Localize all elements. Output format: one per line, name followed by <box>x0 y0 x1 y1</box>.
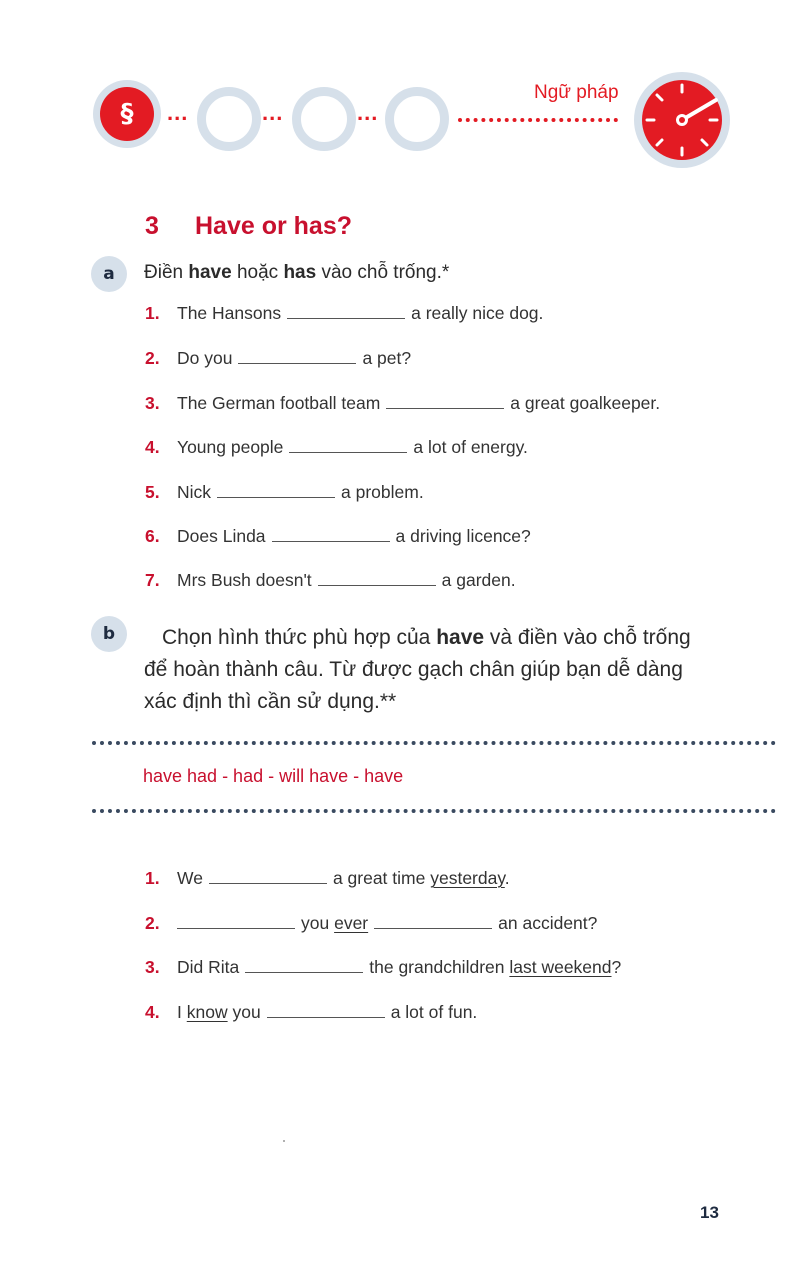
item-text: a great time <box>332 868 426 888</box>
answer-blank[interactable] <box>238 353 356 364</box>
item-text: a great goalkeeper. <box>510 393 661 413</box>
list-item <box>145 437 528 458</box>
list-item <box>145 957 621 978</box>
instruction-bold-have: have <box>436 626 485 649</box>
item-text: The Hansons <box>177 303 282 323</box>
instruction-line: xác định thì cần sử dụng.** <box>144 690 397 713</box>
timer-icon <box>632 70 732 170</box>
answer-blank[interactable] <box>245 962 363 973</box>
exercise-title <box>145 212 352 241</box>
list-item <box>145 482 424 503</box>
item-number: 3. <box>145 393 160 413</box>
item-number: 1. <box>145 303 160 323</box>
print-speck <box>283 1140 285 1142</box>
list-item <box>145 1002 477 1023</box>
dotted-divider <box>92 809 776 813</box>
progress-circle <box>385 87 449 151</box>
item-text: a problem. <box>341 482 424 502</box>
instruction-bold-has: has <box>283 262 317 283</box>
part-b-badge: b <box>91 616 127 652</box>
list-item <box>145 570 516 591</box>
item-text: Nick <box>177 482 212 502</box>
item-text: We <box>177 868 203 888</box>
answer-blank[interactable] <box>386 398 504 409</box>
section-label: Ngữ pháp <box>534 82 619 103</box>
item-text: I <box>177 1002 182 1022</box>
item-text: Does Linda <box>177 526 266 546</box>
item-text: a really nice dog. <box>411 303 544 323</box>
item-text: you <box>232 1002 261 1022</box>
item-number: 2. <box>145 913 160 933</box>
instruction-text: Điền <box>144 262 189 283</box>
word-bank: have had - had - will have - have <box>143 766 404 786</box>
item-number: 1. <box>145 868 160 888</box>
item-text: The German football team <box>177 393 381 413</box>
instruction-text: Chọn hình thức phù hợp của <box>162 626 437 649</box>
underlined-word: know <box>186 1002 228 1022</box>
item-text: a lot of energy. <box>413 437 528 457</box>
list-item <box>145 303 543 324</box>
item-text: an accident? <box>498 913 598 933</box>
item-text: you <box>301 913 330 933</box>
item-text: ? <box>611 957 622 977</box>
answer-blank[interactable] <box>318 575 436 586</box>
instruction-text: và điền vào chỗ trống <box>484 626 691 649</box>
instruction-text: hoặc <box>231 262 284 283</box>
item-number: 6. <box>145 526 160 546</box>
item-number: 7. <box>145 570 160 590</box>
item-text: Young people <box>177 437 284 457</box>
dotted-divider <box>92 741 776 745</box>
list-item <box>145 348 411 369</box>
progress-circle <box>197 87 261 151</box>
item-text: a driving licence? <box>395 526 531 546</box>
answer-blank[interactable] <box>374 918 492 929</box>
answer-blank[interactable] <box>217 487 335 498</box>
page-number: 13 <box>700 1203 719 1222</box>
section-symbol: § <box>120 99 134 129</box>
item-number: 4. <box>145 437 160 457</box>
progress-dots: ... <box>262 100 284 125</box>
item-text: Did Rita <box>177 957 240 977</box>
item-text: a lot of fun. <box>390 1002 478 1022</box>
part-a-instruction <box>144 262 449 284</box>
item-text: the grandchildren <box>369 957 505 977</box>
instruction-text: vào chỗ trống.* <box>316 262 450 283</box>
part-b-instruction <box>144 622 724 718</box>
answer-blank[interactable] <box>287 308 405 319</box>
instruction-bold-have: have <box>188 262 232 283</box>
item-text: Mrs Bush doesn't <box>177 570 312 590</box>
answer-blank[interactable] <box>177 918 295 929</box>
part-a-badge: a <box>91 256 127 292</box>
answer-blank[interactable] <box>289 442 407 453</box>
item-text: a garden. <box>441 570 516 590</box>
section-icon <box>100 87 154 141</box>
underlined-word: ever <box>334 913 369 933</box>
exercise-title-text: Have or has? <box>195 212 353 240</box>
list-item <box>145 868 510 889</box>
instruction-line <box>144 622 724 654</box>
item-text: Do you <box>177 348 233 368</box>
item-text: a pet? <box>362 348 412 368</box>
answer-blank[interactable] <box>267 1007 385 1018</box>
progress-circle <box>292 87 356 151</box>
list-item <box>145 393 660 414</box>
list-item <box>145 526 531 547</box>
item-number: 4. <box>145 1002 160 1022</box>
progress-dotted-line <box>458 118 618 122</box>
exercise-number: 3 <box>145 212 159 240</box>
answer-blank[interactable] <box>209 873 327 884</box>
item-text: . <box>504 868 510 888</box>
item-number: 2. <box>145 348 160 368</box>
answer-blank[interactable] <box>272 531 390 542</box>
progress-dots: ... <box>167 100 189 125</box>
instruction-line: để hoàn thành câu. Từ được gạch chân giúp bạn dễ dàng <box>144 658 683 681</box>
list-item <box>145 913 597 934</box>
progress-dots: ... <box>357 100 379 125</box>
item-number: 3. <box>145 957 160 977</box>
underlined-word: yesterday <box>430 868 505 888</box>
item-number: 5. <box>145 482 160 502</box>
underlined-word: last weekend <box>509 957 612 977</box>
